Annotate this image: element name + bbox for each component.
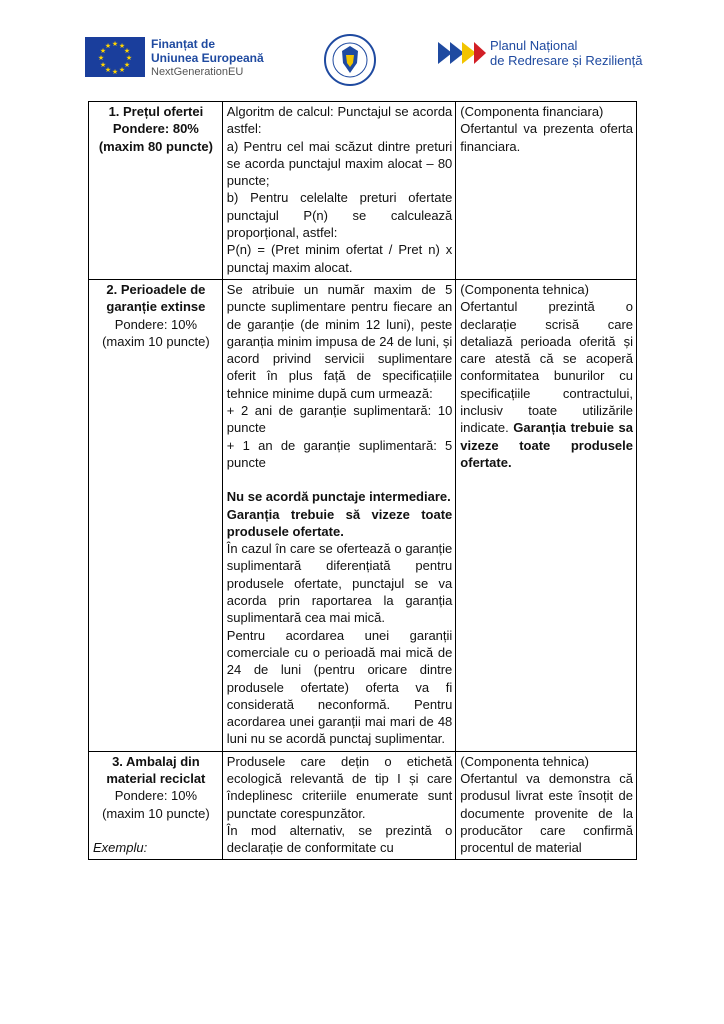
algorithm-paragraph: b) Pentru celelalte preturi ofertate punctajul P(n) se calculează proporțional, astfel:: [226, 190, 453, 241]
paragraph-spacer: [227, 471, 453, 488]
eu-logo-line1: Finanțat de: [151, 37, 216, 51]
svg-text:★: ★: [104, 66, 112, 74]
algorithm-paragraph: În mod alternativ, se prezintă o declarație de conformitate cu: [226, 822, 453, 856]
pnrr-logo-line2: de Redresare și Reziliență: [490, 53, 643, 68]
eu-flag-icon: [85, 37, 145, 77]
pnrr-logo-line1: Planul Național: [490, 38, 578, 53]
algorithm-cell: [222, 102, 456, 280]
criterion-max-points: (maxim 10 puncte): [102, 333, 210, 349]
criterion-title: 1. Prețul ofertei: [108, 104, 204, 119]
svg-text:★: ★: [118, 42, 126, 50]
svg-text:★: ★: [99, 47, 107, 55]
svg-text:★: ★: [123, 61, 131, 69]
romanian-government-crest-icon: [323, 33, 377, 87]
algorithm-paragraph: + 1 an de garanție suplimentară: 5 puncte: [226, 437, 453, 470]
eu-logo-line3: NextGenerationEU: [151, 66, 244, 78]
algorithm-paragraph: Se atribuie un număr maxim de 5 puncte suplimentare pentru fiecare an de garanție (de minim 12 luni), peste garanția minim impusa de 24 de luni, și acord privind servicii suplimentare oferit în plus față de specificațiile tehnice minime după cum urmează:: [226, 281, 453, 401]
svg-text:★: ★: [104, 42, 112, 50]
criterion-weight: Pondere: 10%: [114, 788, 198, 804]
pnrr-arrow-icon: [438, 40, 486, 66]
svg-text:★: ★: [123, 47, 131, 55]
component-cell: [456, 102, 637, 280]
criterion-example-label: Exemplu:: [93, 839, 148, 855]
component-text-bold: Garanția trebuie sa vizeze toate produsele ofertate.: [460, 420, 633, 470]
svg-text:★: ★: [111, 40, 119, 48]
algorithm-paragraph: P(n) = (Pret minim ofertat / Pret n) x punctaj maxim alocat.: [226, 242, 453, 275]
page-header: [0, 0, 724, 95]
algorithm-note-bold: Nu se acordă punctaje intermediare.: [226, 489, 451, 505]
algorithm-paragraph: Produsele care dețin o etichetă ecologică relevantă de tip I și care îndeplinesc criteriile enumerate sunt punctate corespunzător.: [226, 753, 453, 821]
component-label: (Componenta tehnica): [460, 753, 589, 769]
component-label: (Componenta tehnica): [460, 281, 589, 297]
criterion-weight: Pondere: 10%: [114, 316, 198, 332]
criterion-cell: [89, 102, 223, 280]
criterion-title: 3. Ambalaj din material reciclat: [106, 753, 206, 786]
algorithm-paragraph: + 2 ani de garanție suplimentară: 10 puncte: [226, 403, 453, 436]
algorithm-paragraph: Algoritm de calcul: Punctajul se acorda astfel:: [226, 104, 453, 137]
svg-text:★: ★: [118, 66, 126, 74]
eu-logo-line2: Uniunea Europeană: [151, 51, 264, 65]
algorithm-paragraph: a) Pentru cel mai scăzut dintre preturi se acorda punctajul maxim alocat – 80 puncte;: [226, 138, 453, 189]
component-text: Ofertantul prezintă o declarație scrisă care detaliază perioada oferită și care atestă că se acoperă conformitatea bunurilor cu specificațiile contractului, inclusiv toate utilizările indicate.: [460, 299, 633, 436]
algorithm-paragraph: Pentru acordarea unei garanții comerciale cu o perioadă mai mică de 24 de luni (pentru oricare dintre produsele ofertate) oferta va fi considerată neconformă. Pentru acordarea unei garanții mai mari de 48 luni nu se acordă punctaj suplimentar.: [226, 627, 453, 747]
table-row: [89, 279, 637, 751]
algorithm-cell: [222, 751, 456, 860]
criterion-max-points: (maxim 10 puncte): [102, 805, 210, 821]
algorithm-paragraph: În cazul în care se ofertează o garanție suplimentară diferențiată pentru produsele ofertate, punctajul se va acorda prin raportarea la garanția suplimentară cea mai mică.: [226, 541, 453, 626]
svg-text:★: ★: [111, 68, 119, 76]
svg-text:★: ★: [97, 54, 105, 62]
table-row: [89, 751, 637, 860]
svg-text:★: ★: [99, 61, 107, 69]
eu-funding-logo: [85, 37, 264, 79]
component-cell: [456, 751, 637, 860]
paragraph-spacer: [93, 822, 219, 839]
component-text: Ofertantul va demonstra că produsul livrat este însoțit de documente provenite de la producător care confirmă procentul de material: [460, 770, 633, 856]
algorithm-cell: [222, 279, 456, 751]
component-label: (Componenta financiara): [460, 104, 604, 119]
criterion-max-points: (maxim 80 puncte): [98, 138, 213, 154]
criterion-weight: Pondere: 80%: [112, 121, 199, 137]
component-cell: [456, 279, 637, 751]
criterion-title: 2. Perioadele de garanție extinse: [106, 281, 206, 315]
evaluation-criteria-table: [88, 101, 637, 860]
svg-text:★: ★: [125, 54, 133, 62]
pnrr-logo: [438, 38, 642, 68]
algorithm-note-bold: Garanția trebuie să vizeze toate produsele ofertate.: [226, 506, 453, 539]
criterion-cell: [89, 279, 223, 751]
criterion-cell: [89, 751, 223, 860]
component-text: Ofertantul va prezenta oferta financiara.: [460, 121, 633, 154]
table-row: [89, 102, 637, 280]
